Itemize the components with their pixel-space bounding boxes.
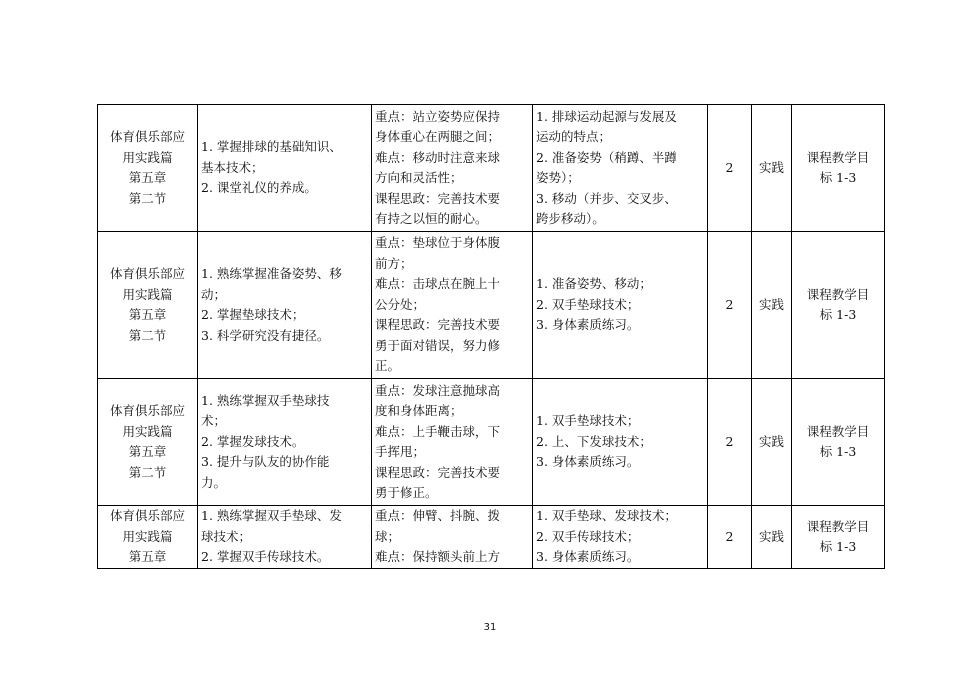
goal-cell: 课程教学目 标 1-3 [792, 105, 885, 232]
hours-cell: 2 [708, 232, 752, 379]
content-cell: 1. 排球运动起源与发展及 运动的特点； 2. 准备姿势（稍蹲、半蹲 姿势）； 3. 移动（并步、交叉步、 跨步移动）。 [533, 105, 708, 232]
content-cell: 1. 准备姿势、移动； 2. 双手垫球技术； 3. 身体素质练习。 [533, 232, 708, 379]
content-cell: 1. 双手垫球、发球技术； 2. 双手传球技术； 3. 身体素质练习。 [533, 506, 708, 569]
type-cell: 实践 [752, 379, 792, 506]
hours-cell: 2 [708, 105, 752, 232]
table-row [98, 506, 885, 569]
objectives-cell: 1. 熟练掌握准备姿势、移 动； 2. 掌握垫球技术； 3. 科学研究没有捷径。 [198, 232, 372, 379]
keypoints-cell: 重点：垫球位于身体腹 前方； 难点：击球点在腕上十 公分处； 课程思政：完善技术要 勇于面对错误，努力修 正。 [372, 232, 533, 379]
type-cell: 实践 [752, 506, 792, 569]
keypoints-cell: 重点：站立姿势应保持 身体重心在两腿之间； 难点：移动时注意来球 方向和灵活性； 课程思政：完善技术要 有持之以恒的耐心。 [372, 105, 533, 232]
section-cell: 体育俱乐部应 用实践篇 第五章 第二节 [98, 105, 198, 232]
section-cell: 体育俱乐部应 用实践篇 第五章 第二节 [98, 379, 198, 506]
objectives-cell: 1. 掌握排球的基础知识、 基本技术； 2. 课堂礼仪的养成。 [198, 105, 372, 232]
page-number: 31 [483, 622, 497, 633]
type-cell: 实践 [752, 105, 792, 232]
table-row [98, 232, 885, 379]
hours-cell: 2 [708, 506, 752, 569]
objectives-cell: 1. 熟练掌握双手垫球、发 球技术； 2. 掌握双手传球技术。 [198, 506, 372, 569]
keypoints-cell: 重点：伸臂、抖腕、拨 球； 难点：保持额头前上方 [372, 506, 533, 569]
section-cell: 体育俱乐部应 用实践篇 第五章 第二节 [98, 232, 198, 379]
objectives-cell: 1. 熟练掌握双手垫球技 术； 2. 掌握发球技术。 3. 提升与队友的协作能 力。 [198, 379, 372, 506]
teaching-plan-table [97, 104, 885, 569]
section-cell: 体育俱乐部应 用实践篇 第五章 [98, 506, 198, 569]
goal-cell: 课程教学目 标 1-3 [792, 379, 885, 506]
type-cell: 实践 [752, 232, 792, 379]
keypoints-cell: 重点：发球注意抛球高 度和身体距离； 难点：上手鞭击球，下 手挥甩； 课程思政：完善技术要 勇于修正。 [372, 379, 533, 506]
content-cell: 1. 双手垫球技术； 2. 上、下发球技术； 3. 身体素质练习。 [533, 379, 708, 506]
hours-cell: 2 [708, 379, 752, 506]
goal-cell: 课程教学目 标 1-3 [792, 232, 885, 379]
table-row [98, 379, 885, 506]
table-row [98, 105, 885, 232]
goal-cell: 课程教学目 标 1-3 [792, 506, 885, 569]
